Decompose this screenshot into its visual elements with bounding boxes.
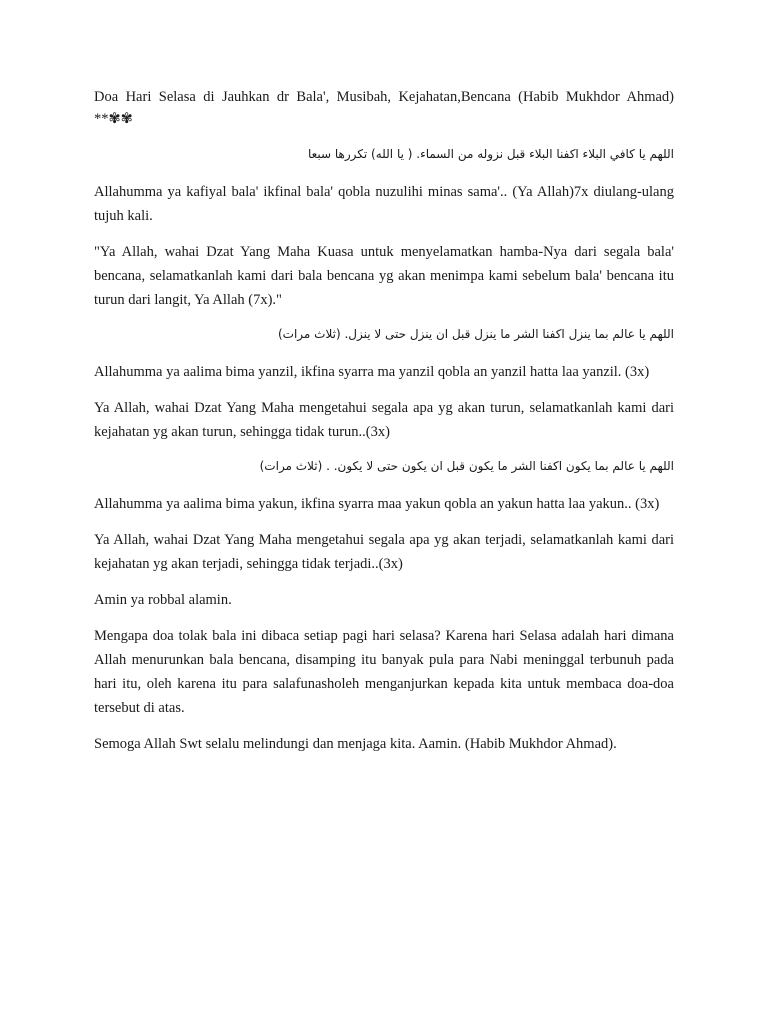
translation-2: Ya Allah, wahai Dzat Yang Maha mengetahui segala apa yg akan turun, selamatkanlah kami dari kejahatan yg akan turun, sehingga tidak turun..(3x) [94,400,674,440]
latin-transliteration-1: Allahumma ya kafiyal bala' ikfinal bala' qobla nuzulihi minas sama'.. (Ya Allah)7x diulang-ulang tujuh kali. [94,184,674,224]
document-page [94,86,674,756]
translation-3: Ya Allah, wahai Dzat Yang Maha mengetahui segala apa yg akan terjadi, selamatkanlah kami dari kejahatan yg akan terjadi, sehingga tidak terjadi..(3x) [94,532,674,572]
title-stars: **✾✾ [94,111,133,127]
arabic-prayer-2: اللهم يا عالم بما ينزل اكفنا الشر ما ينزل قبل ان ينزل حتى لا ينزل. (ثلاث مرات) [277,327,674,341]
amin-line: Amin ya robbal alamin. [94,592,232,608]
arabic-prayer-3: اللهم يا عالم بما يكون اكفنا الشر ما يكون قبل ان يكون حتى لا يكون. . (ثلاث مرات) [259,459,674,473]
latin-transliteration-3: Allahumma ya aalima bima yakun, ikfina syarra maa yakun qobla an yakun hatta laa yakun.. (3x) [94,496,660,512]
latin-transliteration-2: Allahumma ya aalima bima yanzil, ikfina syarra ma yanzil qobla an yanzil hatta laa yanzil. (3x) [94,364,650,380]
translation-1: "Ya Allah, wahai Dzat Yang Maha Kuasa untuk menyelamatkan hamba-Nya dari segala bala' bencana, selamatkanlah kami dari bala bencana yg akan menimpa kami sebelum bala' bencana itu turun dari langit, Ya Allah (7x)." [94,244,674,308]
closing-line: Semoga Allah Swt selalu melindungi dan menjaga kita. Aamin. (Habib Mukhdor Ahmad). [94,736,617,752]
document-title: Doa Hari Selasa di Jauhkan dr Bala', Musibah, Kejahatan,Bencana (Habib Mukhdor Ahmad) [94,89,674,105]
explanation-paragraph: Mengapa doa tolak bala ini dibaca setiap pagi hari selasa? Karena hari Selasa adalah hari dimana Allah menurunkan bala bencana, disamping itu banyak pula para Nabi meninggal terbunuh pada hari itu, oleh karena itu para salafunasholeh menganjurkan kepada kita untuk membaca doa-doa tersebut di atas. [94,628,674,716]
arabic-prayer-1: اللهم يا كافي البلاء اكفنا البلاء قبل نزوله من السماء. ( يا الله) تكررها سبعا [307,147,674,161]
